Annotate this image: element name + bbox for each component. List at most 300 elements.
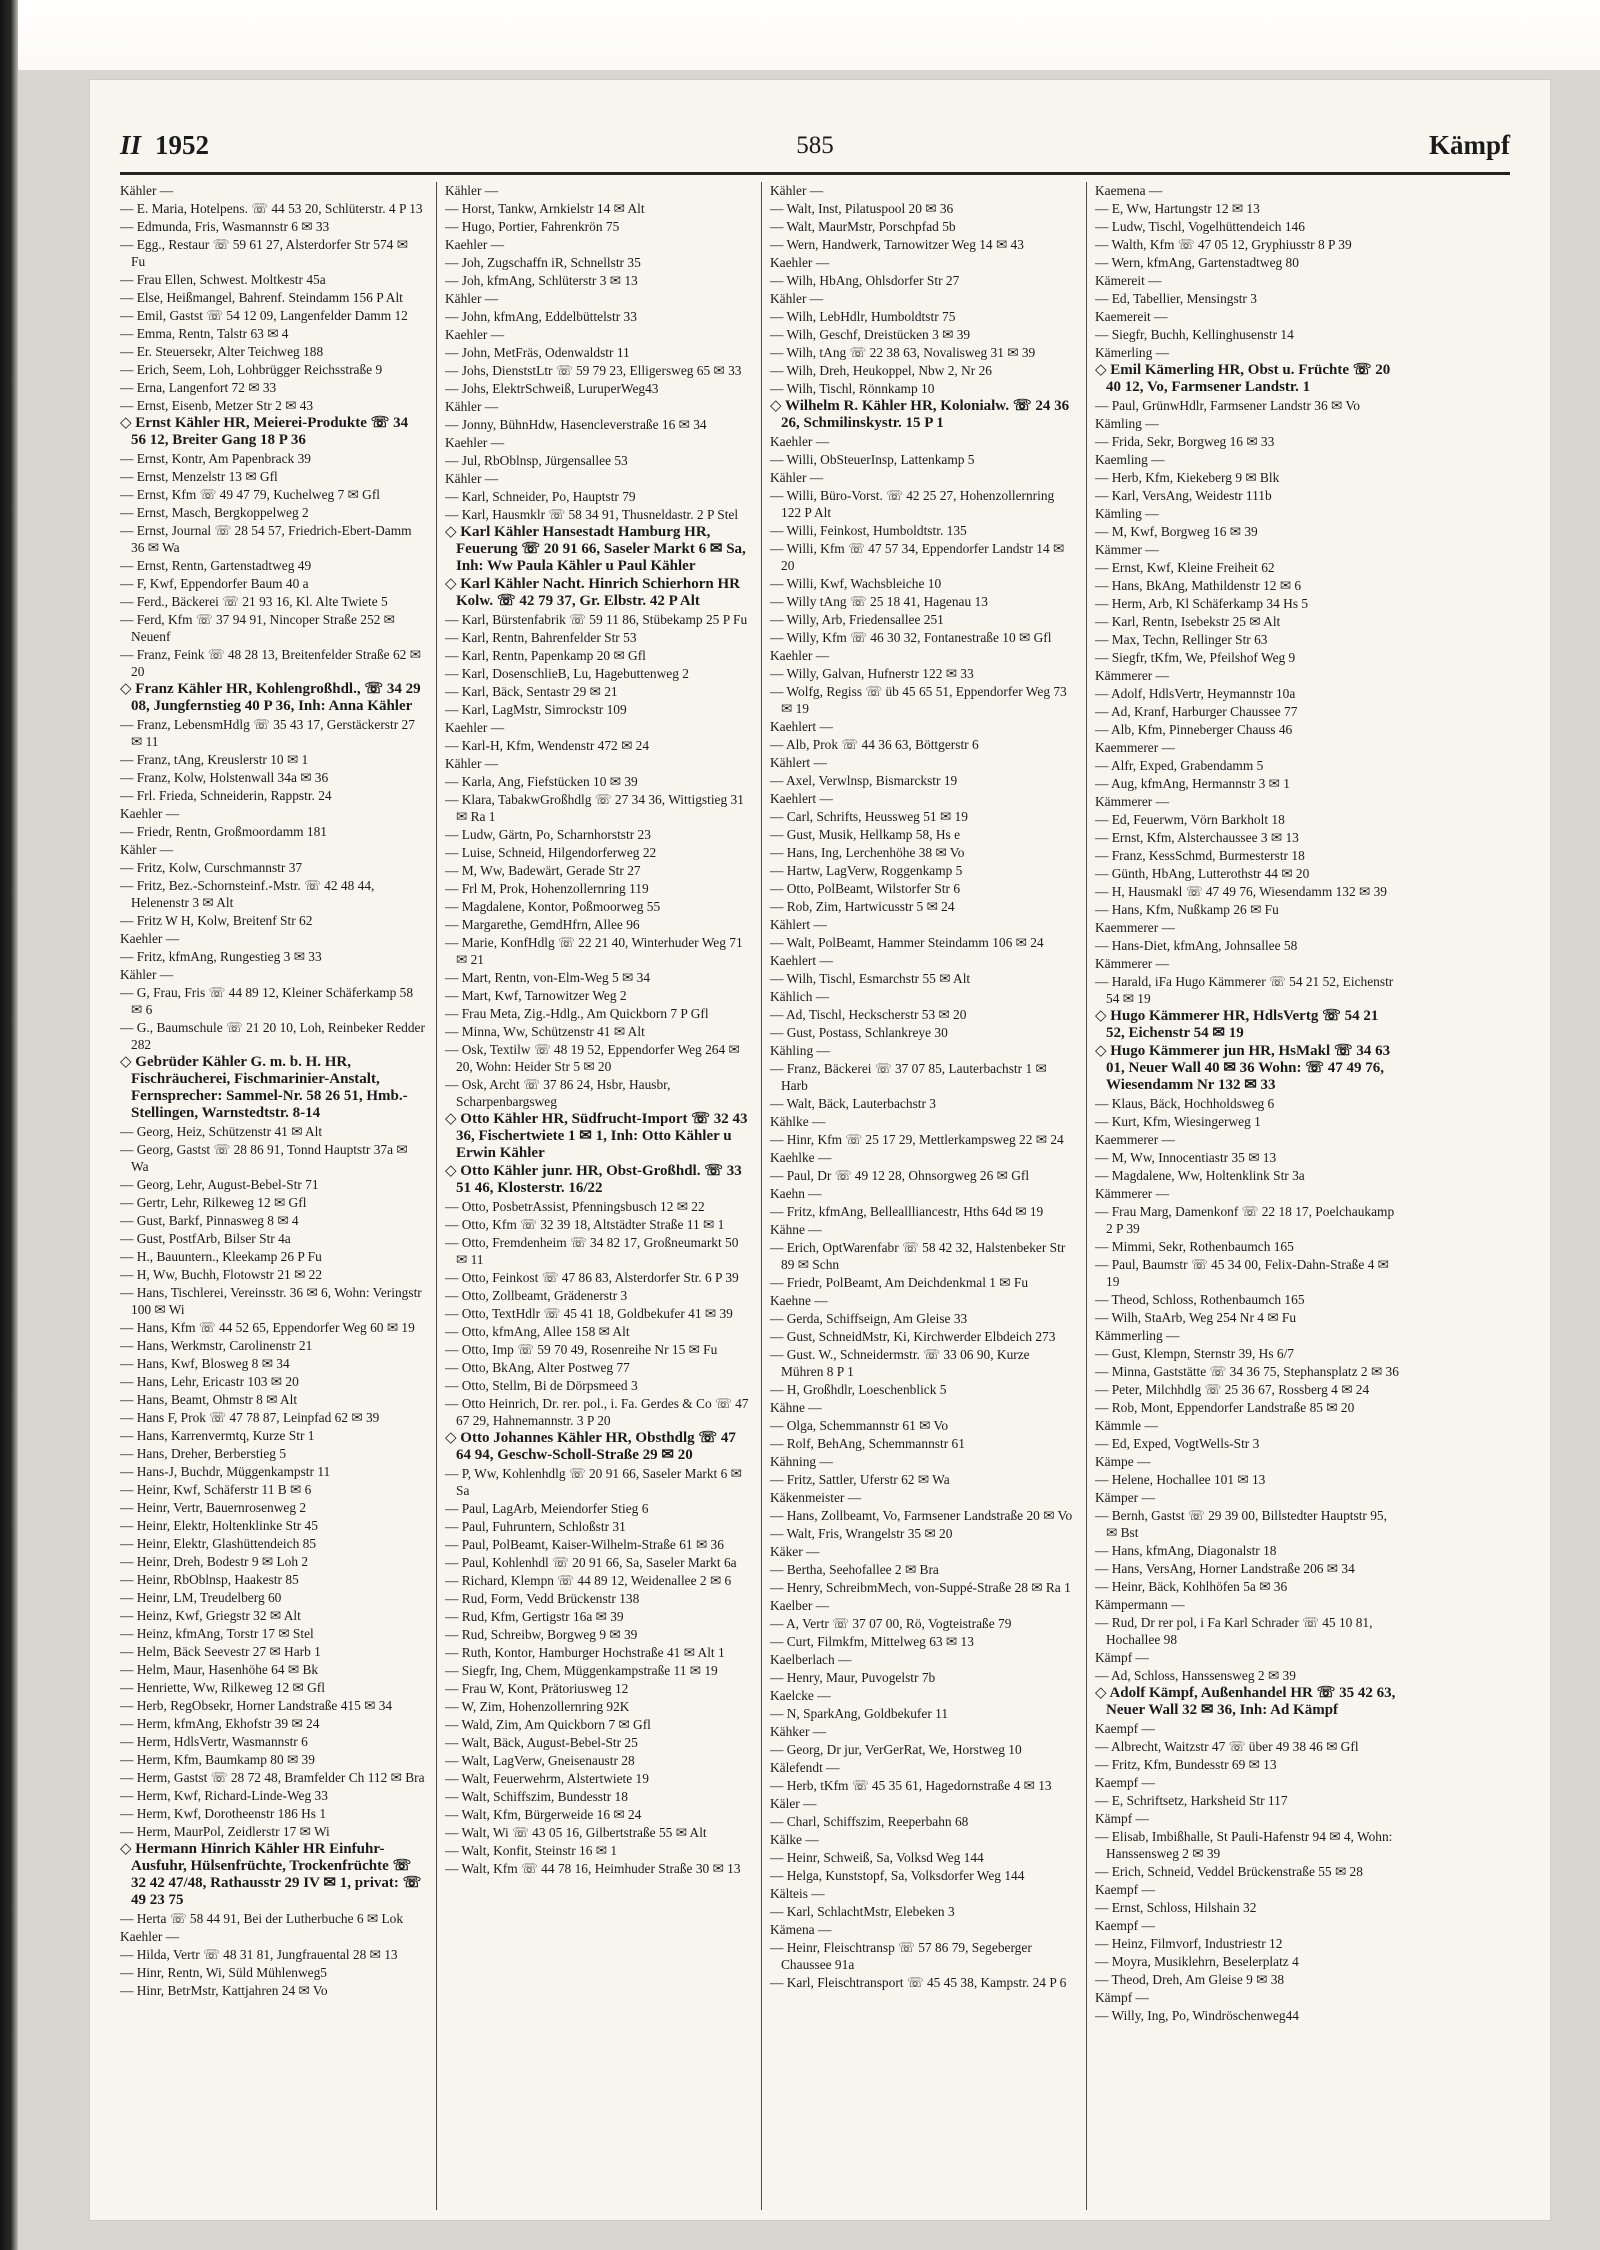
directory-entry: — Herm, Kwf, Richard-Linde-Weg 33: [120, 1788, 328, 1803]
directory-entry: — P, Ww, Kohlenhdlg ☏ 20 91 66, Saseler Markt 6 ✉ Sa: [445, 1466, 742, 1498]
directory-entry: — Heinr, RbOblnsp, Haakestr 85: [120, 1572, 299, 1587]
directory-entry: — Frau Meta, Zig.-Hdlg., Am Quickborn 7 P Gfl: [445, 1006, 709, 1021]
directory-entry: — Gerda, Schiffseign, Am Gleise 33: [770, 1311, 968, 1326]
directory-entry: — Hans, Kwf, Blosweg 8 ✉ 34: [120, 1356, 290, 1371]
directory-entry: — Hans, BkAng, Mathildenstr 12 ✉ 6: [1095, 578, 1302, 593]
directory-entry: — Hans, Kfm ☏ 44 52 65, Eppendorfer Weg 60 ✉ 19: [120, 1320, 415, 1335]
surname-heading: Kaehler —: [770, 434, 830, 449]
column-divider: [436, 182, 437, 2210]
surname-heading: Kälefendt —: [770, 1760, 840, 1775]
directory-entry: — Ernst, Eisenb, Metzer Str 2 ✉ 43: [120, 398, 314, 413]
directory-entry: — Johs, ElektrSchweiß, LuruperWeg43: [445, 381, 659, 396]
directory-entry: — Otto, kfmAng, Allee 158 ✉ Alt: [445, 1324, 630, 1339]
directory-entry: — Walt, Schiffszim, Bundesstr 18: [445, 1789, 628, 1804]
directory-entry: — Willi, Büro-Vorst. ☏ 42 25 27, Hohenzollernring 122 P Alt: [770, 488, 1055, 520]
directory-entry: — Friedr, PolBeamt, Am Deichdenkmal 1 ✉ Fu: [770, 1275, 1029, 1290]
directory-entry: — Georg, Dr jur, VerGerRat, We, Horstweg 10: [770, 1742, 1022, 1757]
surname-heading: Kähne —: [770, 1400, 822, 1415]
directory-entry: — Richard, Klempn ☏ 44 89 12, Weidenallee 2 ✉ 6: [445, 1573, 732, 1588]
surname-heading: Kaehler —: [445, 237, 505, 252]
directory-entry: — Wilh, Geschf, Dreistücken 3 ✉ 39: [770, 327, 971, 342]
surname-heading: Kämmerling —: [1095, 1328, 1180, 1343]
directory-entry: — Otto, BkAng, Alter Postweg 77: [445, 1360, 630, 1375]
directory-entry: — Gust. W., Schneidermstr. ☏ 33 06 90, Kurze Mühren 8 P 1: [770, 1347, 1030, 1379]
directory-entry: — Walt, Bäck, August-Bebel-Str 25: [445, 1735, 638, 1750]
directory-entry: ◇ Hermann Hinrich Kähler HR Einfuhr-Ausfuhr, Hülsenfrüchte, Trockenfrüchte ☏ 32 42 47/48, Rathausstr 29 IV ✉ 1, privat: ☏ 49 23 75: [120, 1841, 422, 1908]
directory-entry: — Rolf, BehAng, Schemmannstr 61: [770, 1436, 965, 1451]
surname-heading: Käkenmeister —: [770, 1490, 862, 1505]
header-rule: [120, 172, 1510, 175]
directory-entry: — Rud, Form, Vedd Brückenstr 138: [445, 1591, 640, 1606]
directory-entry: — Elisab, Imbißhalle, St Pauli-Hafenstr 94 ✉ 4, Wohn: Hanssensweg 2 ✉ 39: [1095, 1829, 1393, 1861]
directory-entry: — Henry, SchreibmMech, von-Suppé-Straße 28 ✉ Ra 1: [770, 1580, 1071, 1595]
directory-entry: — Otto, PolBeamt, Wilstorfer Str 6: [770, 881, 961, 896]
surname-heading: Kämper —: [1095, 1490, 1155, 1505]
surname-heading: Kaehlert —: [770, 953, 833, 968]
directory-entry: — Wilh, Tischl, Rönnkamp 10: [770, 381, 935, 396]
directory-entry: — Hans, Ing, Lerchenhöhe 38 ✉ Vo: [770, 845, 965, 860]
directory-entry: — Hans, Kfm, Nußkamp 26 ✉ Fu: [1095, 902, 1279, 917]
surname-heading: Kähler —: [770, 183, 824, 198]
directory-entry: — Hans-Diet, kfmAng, Johnsallee 58: [1095, 938, 1298, 953]
directory-entry: — Else, Heißmangel, Bahrenf. Steindamm 156 P Alt: [120, 290, 403, 305]
directory-entry: — Fritz W H, Kolw, Breitenf Str 62: [120, 913, 313, 928]
directory-entry: — Walt, MaurMstr, Porschpfad 5b: [770, 219, 956, 234]
directory-entry: — Hans F, Prok ☏ 47 78 87, Leinpfad 62 ✉ 39: [120, 1410, 380, 1425]
surname-heading: Kaehlke —: [770, 1150, 832, 1165]
column-divider: [761, 182, 762, 2210]
directory-entry: — Fritz, kfmAng, Belleallliancestr, Hths 64d ✉ 19: [770, 1204, 1044, 1219]
directory-entry: — Helene, Hochallee 101 ✉ 13: [1095, 1472, 1266, 1487]
surname-heading: Käker —: [770, 1544, 820, 1559]
directory-entry: — Gust, SchneidMstr, Ki, Kirchwerder Elbdeich 273: [770, 1329, 1056, 1344]
surname-heading: Kaempf —: [1095, 1882, 1155, 1897]
surname-heading: Kämmerer —: [1095, 794, 1169, 809]
directory-entry: — Olga, Schemmannstr 61 ✉ Vo: [770, 1418, 949, 1433]
surname-heading: Käler —: [770, 1796, 817, 1811]
directory-entry: — Otto, Stellm, Bi de Dörpsmeed 3: [445, 1378, 638, 1393]
directory-entry: — Heinr, Schweiß, Sa, Volksd Weg 144: [770, 1850, 984, 1865]
directory-entry: — Hans-J, Buchdr, Müggenkampstr 11: [120, 1464, 331, 1479]
directory-entry: — Wilh, Dreh, Heukoppel, Nbw 2, Nr 26: [770, 363, 992, 378]
directory-entry: — John, MetFräs, Odenwaldstr 11: [445, 345, 630, 360]
surname-heading: Kaemmerer —: [1095, 920, 1175, 935]
surname-heading: Kähler —: [120, 842, 174, 857]
surname-heading: Kämmle —: [1095, 1418, 1158, 1433]
surname-heading: Kämmerer —: [1095, 1186, 1169, 1201]
directory-entry: — Karl, Schneider, Po, Hauptstr 79: [445, 489, 636, 504]
directory-entry: — Bertha, Seehofallee 2 ✉ Bra: [770, 1562, 939, 1577]
directory-entry: — Ad, Tischl, Heckscherstr 53 ✉ 20: [770, 1007, 967, 1022]
directory-entry: — Heinr, LM, Treudelberg 60: [120, 1590, 282, 1605]
directory-entry: — Mart, Rentn, von-Elm-Weg 5 ✉ 34: [445, 970, 651, 985]
surname-heading: Kähler —: [445, 756, 499, 771]
directory-entry: ◇ Adolf Kämpf, Außenhandel HR ☏ 35 42 63, Neuer Wall 32 ✉ 36, Inh: Ad Kämpf: [1095, 1685, 1396, 1718]
directory-entry: — Axel, Verwlnsp, Bismarckstr 19: [770, 773, 958, 788]
directory-entry: — Otto, TextHdlr ☏ 45 41 18, Goldbekufer 41 ✉ 39: [445, 1306, 733, 1321]
directory-entry: — Karl, VersAng, Weidestr 111b: [1095, 488, 1272, 503]
directory-entry: — Fritz, Sattler, Uferstr 62 ✉ Wa: [770, 1472, 950, 1487]
surname-heading: Kähler —: [770, 291, 824, 306]
directory-entry: — Walt, Inst, Pilatuspool 20 ✉ 36: [770, 201, 954, 216]
directory-entry: — Günth, HbAng, Lutterothstr 44 ✉ 20: [1095, 866, 1310, 881]
directory-entry: — Joh, kfmAng, Schlüterstr 3 ✉ 13: [445, 273, 638, 288]
directory-entry: — Carl, Schrifts, Heussweg 51 ✉ 19: [770, 809, 968, 824]
surname-heading: Kaehler —: [770, 255, 830, 270]
directory-entry: — Frl. Frieda, Schneiderin, Rappstr. 24: [120, 788, 332, 803]
directory-entry: — Erich, Schneid, Veddel Brückenstraße 55 ✉ 28: [1095, 1864, 1363, 1879]
directory-entry: — Hans, Beamt, Ohmstr 8 ✉ Alt: [120, 1392, 298, 1407]
directory-entry: — Rud, Kfm, Gertigstr 16a ✉ 39: [445, 1609, 624, 1624]
directory-entry: — Moyra, Musiklehrn, Beselerplatz 4: [1095, 1954, 1299, 1969]
directory-entry: — Osk, Textilw ☏ 48 19 52, Eppendorfer Weg 264 ✉ 20, Wohn: Heider Str 5 ✉ 20: [445, 1042, 740, 1074]
directory-entry: — Ad, Schloss, Hanssensweg 2 ✉ 39: [1095, 1668, 1296, 1683]
directory-entry: — Herm, Arb, Kl Schäferkamp 34 Hs 5: [1095, 596, 1309, 611]
surname-heading: Kählke —: [770, 1114, 826, 1129]
scan-border-top: [0, 0, 1600, 70]
directory-entry: — Ernst, Kwf, Kleine Freiheit 62: [1095, 560, 1275, 575]
surname-heading: Kälke —: [770, 1832, 819, 1847]
directory-entry: ◇ Otto Kähler HR, Südfrucht-Import ☏ 32 43 36, Fischertwiete 1 ✉ 1, Inh: Otto Kähler u Erwin Kähler: [445, 1111, 748, 1161]
directory-entry: — Herm, Kfm, Baumkamp 80 ✉ 39: [120, 1752, 315, 1767]
directory-entry: — Ernst, Schloss, Hilshain 32: [1095, 1900, 1257, 1915]
directory-entry: — Hans, Lehr, Ericastr 103 ✉ 20: [120, 1374, 299, 1389]
directory-entry: — Ed, Exped, VogtWells-Str 3: [1095, 1436, 1260, 1451]
listing-column-1: [120, 182, 425, 2200]
directory-entry: — Fritz, Bez.-Schornsteinf.-Mstr. ☏ 42 48 44, Helenenstr 3 ✉ Alt: [120, 878, 375, 910]
directory-entry: — Heinr, Bäck, Kohlhöfen 5a ✉ 36: [1095, 1579, 1288, 1594]
directory-entry: — Paul, Baumstr ☏ 45 34 00, Felix-Dahn-Straße 4 ✉ 19: [1095, 1257, 1389, 1289]
directory-entry: — Siegfr, tKfm, We, Pfeilshof Weg 9: [1095, 650, 1296, 665]
surname-heading: Kämpf —: [1095, 1811, 1149, 1826]
directory-entry: — H., Bauuntern., Kleekamp 26 P Fu: [120, 1249, 322, 1264]
directory-entry: — Herm, Kwf, Dorotheenstr 186 Hs 1: [120, 1806, 327, 1821]
directory-entry: — Willy, Ing, Po, Windröschenweg44: [1095, 2008, 1299, 2023]
directory-entry: ◇ Gebrüder Kähler G. m. b. H. HR, Fischräucherei, Fischmarinier-Anstalt, Fernsprecher: Sammel-Nr. 58 26 51, Hmb.-Stellingen, Warnstedtstr. 8-14: [120, 1054, 408, 1121]
directory-entry: — Ernst, Menzelstr 13 ✉ Gfl: [120, 469, 278, 484]
directory-entry: — Herm, HdlsVertr, Wasmannstr 6: [120, 1734, 308, 1749]
directory-entry: — Heinz, kfmAng, Torstr 17 ✉ Stel: [120, 1626, 314, 1641]
directory-entry: — Willy tAng ☏ 25 18 41, Hagenau 13: [770, 594, 988, 609]
year: 1952: [155, 130, 210, 160]
directory-entry: — N, SparkAng, Goldbekufer 11: [770, 1706, 949, 1721]
directory-entry: — Hinr, Kfm ☏ 25 17 29, Mettlerkampsweg 22 ✉ 24: [770, 1132, 1064, 1147]
directory-entry: — Hartw, LagVerw, Roggenkamp 5: [770, 863, 963, 878]
directory-entry: — Frau Ellen, Schwest. Moltkestr 45a: [120, 272, 326, 287]
directory-entry: — Karl, Bürstenfabrik ☏ 59 11 86, Stübekamp 25 P Fu: [445, 612, 748, 627]
directory-entry: — Er. Steuersekr, Alter Teichweg 188: [120, 344, 324, 359]
directory-entry: — Hans, Tischlerei, Vereinsstr. 36 ✉ 6, Wohn: Veringstr 100 ✉ Wi: [120, 1285, 422, 1317]
directory-entry: — Hans, Werkmstr, Carolinenstr 21: [120, 1338, 313, 1353]
directory-entry: — Heinr, Vertr, Bauernrosenweg 2: [120, 1500, 307, 1515]
surname-heading: Kaehne —: [770, 1293, 828, 1308]
directory-entry: — Walt, Kfm ☏ 44 78 16, Heimhuder Straße 30 ✉ 13: [445, 1861, 741, 1876]
directory-entry: — Charl, Schiffszim, Reeperbahn 68: [770, 1814, 969, 1829]
directory-entry: — Erich, Seem, Loh, Lohbrügger Reichsstraße 9: [120, 362, 383, 377]
surname-heading: Kaehler —: [120, 931, 180, 946]
directory-entry: — Edmunda, Fris, Wasmannstr 6 ✉ 33: [120, 219, 330, 234]
directory-entry: — Karl, Rentn, Papenkamp 20 ✉ Gfl: [445, 648, 646, 663]
surname-heading: Kähler —: [445, 291, 499, 306]
directory-entry: — Ruth, Kontor, Hamburger Hochstraße 41 ✉ Alt 1: [445, 1645, 725, 1660]
directory-entry: — Peter, Milchhdlg ☏ 25 36 67, Rossberg 4 ✉ 24: [1095, 1382, 1370, 1397]
directory-entry: — Hinr, Rentn, Wi, Süld Mühlenweg5: [120, 1965, 327, 1980]
directory-entry: — Wilh, tAng ☏ 22 38 63, Novalisweg 31 ✉ 39: [770, 345, 1036, 360]
directory-entry: — Ferd., Bäckerei ☏ 21 93 16, Kl. Alte Twiete 5: [120, 594, 388, 609]
directory-entry: — Wald, Zim, Am Quickborn 7 ✉ Gfl: [445, 1717, 651, 1732]
directory-entry: — Frau W, Kont, Prätoriusweg 12: [445, 1681, 629, 1696]
scan-border-left: [0, 0, 18, 2250]
directory-entry: — Heinr, Elektr, Glashüttendeich 85: [120, 1536, 317, 1551]
directory-entry: — Walt, Fris, Wrangelstr 35 ✉ 20: [770, 1526, 953, 1541]
directory-entry: — Georg, Gastst ☏ 28 86 91, Tonnd Hauptstr 37a ✉ Wa: [120, 1142, 408, 1174]
directory-entry: — Otto, Feinkost ☏ 47 86 83, Alsterdorfer Str. 6 P 39: [445, 1270, 739, 1285]
directory-entry: — Georg, Lehr, August-Bebel-Str 71: [120, 1177, 319, 1192]
directory-entry: — Karl, LagMstr, Simrockstr 109: [445, 702, 627, 717]
directory-entry: — Henriette, Ww, Rilkeweg 12 ✉ Gfl: [120, 1680, 325, 1695]
directory-entry: — Herm, Gastst ☏ 28 72 48, Bramfelder Ch 112 ✉ Bra: [120, 1770, 425, 1785]
directory-entry: — Wilh, HbAng, Ohlsdorfer Str 27: [770, 273, 960, 288]
surname-heading: Kaehlert —: [770, 719, 833, 734]
surname-heading: Kähler —: [120, 183, 174, 198]
directory-entry: — Mart, Kwf, Tarnowitzer Weg 2: [445, 988, 627, 1003]
directory-entry: — Hinr, BetrMstr, Kattjahren 24 ✉ Vo: [120, 1983, 328, 1998]
directory-entry: — Herb, RegObsekr, Horner Landstraße 415 ✉ 34: [120, 1698, 393, 1713]
surname-heading: Kählert —: [770, 917, 827, 932]
directory-entry: — Wilh, StaArb, Weg 254 Nr 4 ✉ Fu: [1095, 1310, 1297, 1325]
directory-entry: — Frl M, Prok, Hohenzollernring 119: [445, 881, 649, 896]
surname-heading: Kaelberlach —: [770, 1652, 852, 1667]
directory-entry: — Hugo, Portier, Fahrenkrön 75: [445, 219, 620, 234]
surname-heading: Kähler —: [445, 183, 499, 198]
surname-heading: Kaehn —: [770, 1186, 822, 1201]
directory-entry: — G., Baumschule ☏ 21 20 10, Loh, Reinbeker Redder 282: [120, 1020, 425, 1052]
directory-entry: — Hilda, Vertr ☏ 48 31 81, Jungfrauental 28 ✉ 13: [120, 1947, 398, 1962]
directory-entry: — Frida, Sekr, Borgweg 16 ✉ 33: [1095, 434, 1275, 449]
directory-entry: — Helm, Maur, Hasenhöhe 64 ✉ Bk: [120, 1662, 319, 1677]
directory-entry: — Karl, Rentn, Isebekstr 25 ✉ Alt: [1095, 614, 1281, 629]
directory-entry: ◇ Otto Kähler junr. HR, Obst-Großhdl. ☏ 33 51 46, Klosterstr. 16/22: [445, 1163, 742, 1196]
directory-entry: — Johs, DienststLtr ☏ 59 79 23, Elligersweg 65 ✉ 33: [445, 363, 742, 378]
listing-column-4: [1095, 182, 1400, 2200]
directory-entry: — Wolfg, Regiss ☏ üb 45 65 51, Eppendorfer Weg 73 ✉ 19: [770, 684, 1067, 716]
directory-entry: — Paul, Dr ☏ 49 12 28, Ohnsorgweg 26 ✉ Gfl: [770, 1168, 1030, 1183]
listing-column-2: [445, 182, 750, 2200]
directory-entry: — Rob, Mont, Eppendorfer Landstraße 85 ✉ 20: [1095, 1400, 1355, 1415]
directory-entry: — Marie, KonfHdlg ☏ 22 21 40, Winterhuder Weg 71 ✉ 21: [445, 935, 743, 967]
directory-entry: — Herta ☏ 58 44 91, Bei der Lutherbuche 6 ✉ Lok: [120, 1911, 404, 1926]
surname-heading: Kählert —: [770, 755, 827, 770]
directory-entry: — Siegfr, Buchh, Kellinghusenstr 14: [1095, 327, 1294, 342]
directory-entry: ◇ Hugo Kämmerer jun HR, HsMakl ☏ 34 63 01, Neuer Wall 40 ✉ 36 Wohn: ☏ 47 49 76, Wiesendamm Nr 132 ✉ 33: [1095, 1043, 1391, 1093]
directory-entry: — Walth, Kfm ☏ 47 05 12, Gryphiusstr 8 P 39: [1095, 237, 1352, 252]
directory-entry: — Ferd, Kfm ☏ 37 94 91, Nincoper Straße 252 ✉ Neuenf: [120, 612, 395, 644]
surname-heading: Kähning —: [770, 1454, 833, 1469]
directory-entry: — Joh, Zugschaffn iR, Schnellstr 35: [445, 255, 641, 270]
directory-entry: — Wilh, Tischl, Esmarchstr 55 ✉ Alt: [770, 971, 971, 986]
surname-heading: Kaehler —: [120, 1929, 180, 1944]
directory-entry: — Harald, iFa Hugo Kämmerer ☏ 54 21 52, Eichenstr 54 ✉ 19: [1095, 974, 1394, 1006]
directory-entry: — Georg, Heiz, Schützenstr 41 ✉ Alt: [120, 1124, 323, 1139]
directory-entry: — Ernst, Kfm, Alsterchaussee 3 ✉ 13: [1095, 830, 1299, 845]
directory-entry: — Minna, Ww, Schützenstr 41 ✉ Alt: [445, 1024, 645, 1039]
surname-heading: Kälteis —: [770, 1886, 825, 1901]
directory-entry: — Walt, PolBeamt, Hammer Steindamm 106 ✉ 24: [770, 935, 1044, 950]
directory-entry: ◇ Hugo Kämmerer HR, HdlsVertg ☏ 54 21 52, Eichenstr 54 ✉ 19: [1095, 1008, 1379, 1041]
directory-entry: — Heinz, Filmvorf, Industriestr 12: [1095, 1936, 1283, 1951]
directory-entry: — M, Ww, Badewärt, Gerade Str 27: [445, 863, 641, 878]
surname-heading: Kämmerer —: [1095, 956, 1169, 971]
directory-entry: — Herm, MaurPol, Zeidlerstr 17 ✉ Wi: [120, 1824, 330, 1839]
directory-entry: — Otto Heinrich, Dr. rer. pol., i. Fa. Gerdes & Co ☏ 47 67 29, Hahnemannstr. 3 P 20: [445, 1396, 749, 1428]
directory-entry: — F, Kwf, Eppendorfer Baum 40 a: [120, 576, 309, 591]
directory-entry: — Hans, Karrenvermtq, Kurze Str 1: [120, 1428, 315, 1443]
directory-entry: — Bernh, Gastst ☏ 29 39 00, Billstedter Hauptstr 95, ✉ Bst: [1095, 1508, 1387, 1540]
directory-entry: — Karla, Ang, Fiefstücken 10 ✉ 39: [445, 774, 638, 789]
directory-entry: — Alb, Kfm, Pinneberger Chauss 46: [1095, 722, 1293, 737]
listing-columns: [120, 182, 1510, 2220]
directory-entry: — Willi, Feinkost, Humboldtstr. 135: [770, 523, 967, 538]
surname-heading: Kähler —: [770, 470, 824, 485]
directory-entry: — Helm, Bäck Seevestr 27 ✉ Harb 1: [120, 1644, 321, 1659]
surname-heading: Kämpermann —: [1095, 1597, 1185, 1612]
directory-entry: — Heinr, Fleischtransp ☏ 57 86 79, Segeberger Chaussee 91a: [770, 1940, 1032, 1972]
surname-heading: Kaehler —: [120, 806, 180, 821]
directory-entry: ◇ Karl Kähler Hansestadt Hamburg HR, Feuerung ☏ 20 91 66, Saseler Markt 6 ✉ Sa, Inh: Ww Paula Kähler u Paul Kähler: [445, 524, 746, 574]
directory-entry: — Jonny, BühnHdw, Hasencleverstraße 16 ✉ 34: [445, 417, 707, 432]
directory-entry: — Mimmi, Sekr, Rothenbaumch 165: [1095, 1239, 1294, 1254]
directory-entry: — Friedr, Rentn, Großmoordamm 181: [120, 824, 327, 839]
directory-entry: — H, Hausmakl ☏ 47 49 76, Wiesendamm 132 ✉ 39: [1095, 884, 1387, 899]
directory-entry: — Willi, Kwf, Wachsbleiche 10: [770, 576, 942, 591]
directory-entry: — Paul, LagArb, Meiendorfer Stieg 6: [445, 1501, 649, 1516]
surname-heading: Kaempf —: [1095, 1918, 1155, 1933]
directory-entry: — Fritz, Kfm, Bundesstr 69 ✉ 13: [1095, 1757, 1277, 1772]
directory-entry: — H, Ww, Buchh, Flotowstr 21 ✉ 22: [120, 1267, 323, 1282]
directory-entry: — E, Ww, Hartungstr 12 ✉ 13: [1095, 201, 1260, 216]
directory-entry: — Siegfr, Ing, Chem, Müggenkampstraße 11 ✉ 19: [445, 1663, 718, 1678]
directory-entry: — Theod, Schloss, Rothenbaumch 165: [1095, 1292, 1305, 1307]
directory-entry: — Aug, kfmAng, Hermannstr 3 ✉ 1: [1095, 776, 1290, 791]
directory-entry: — Heinr, Kwf, Schäferstr 11 B ✉ 6: [120, 1482, 312, 1497]
directory-entry: — Wilh, LebHdlr, Humboldtstr 75: [770, 309, 956, 324]
surname-heading: Kaehler —: [445, 435, 505, 450]
surname-heading: Kähker —: [770, 1724, 827, 1739]
directory-entry: — Heinr, Dreh, Bodestr 9 ✉ Loh 2: [120, 1554, 309, 1569]
directory-entry: — Albrecht, Waitzstr 47 ☏ über 49 38 46 ✉ Gfl: [1095, 1739, 1359, 1754]
directory-entry: — Willi, Kfm ☏ 47 57 34, Eppendorfer Landstr 14 ✉ 20: [770, 541, 1065, 573]
surname-heading: Kämerling —: [1095, 345, 1170, 360]
surname-heading: Kaemmerer —: [1095, 740, 1175, 755]
surname-heading: Kämpf —: [1095, 1650, 1149, 1665]
directory-entry: — Erna, Langenfort 72 ✉ 33: [120, 380, 277, 395]
directory-entry: — Ernst, Journal ☏ 28 54 57, Friedrich-Ebert-Damm 36 ✉ Wa: [120, 523, 412, 555]
directory-entry: — Kurt, Kfm, Wiesingerweg 1: [1095, 1114, 1261, 1129]
directory-entry: — Walt, Wi ☏ 43 05 16, Gilbertstraße 55 ✉ Alt: [445, 1825, 707, 1840]
surname-heading: Kaehler —: [770, 648, 830, 663]
directory-entry: — Karl, Fleischtransport ☏ 45 45 38, Kampstr. 24 P 6: [770, 1975, 1067, 1990]
directory-entry: — Klaus, Bäck, Hochholdsweg 6: [1095, 1096, 1275, 1111]
directory-entry: — Gertr, Lehr, Rilkeweg 12 ✉ Gfl: [120, 1195, 307, 1210]
directory-entry: — Hans, VersAng, Horner Landstraße 206 ✉ 34: [1095, 1561, 1355, 1576]
page-header: [120, 130, 1510, 174]
directory-entry: — Max, Techn, Rellinger Str 63: [1095, 632, 1268, 647]
directory-entry: — Hans, Dreher, Berberstieg 5: [120, 1446, 287, 1461]
directory-entry: — Hans, Zollbeamt, Vo, Farmsener Landstraße 20 ✉ Vo: [770, 1508, 1073, 1523]
directory-entry: — Erich, OptWarenfabr ☏ 58 42 32, Halstenbeker Str 89 ✉ Schn: [770, 1240, 1066, 1272]
surname-heading: Kaelber —: [770, 1598, 830, 1613]
surname-heading: Kaemereit —: [1095, 309, 1168, 324]
directory-entry: — Walt, LagVerw, Gneisenaustr 28: [445, 1753, 635, 1768]
directory-entry: — Magdalene, Kontor, Poßmoorweg 55: [445, 899, 661, 914]
directory-entry: — Henry, Maur, Puvogelstr 7b: [770, 1670, 936, 1685]
surname-heading: Kämpf —: [1095, 1990, 1149, 2005]
directory-entry: — Gust, PostfArb, Bilser Str 4a: [120, 1231, 291, 1246]
listing-column-3: [770, 182, 1075, 2200]
directory-entry: — Curt, Filmkfm, Mittelweg 63 ✉ 13: [770, 1634, 974, 1649]
directory-entry: — Franz, Feink ☏ 48 28 13, Breitenfelder Straße 62 ✉ 20: [120, 647, 421, 679]
directory-entry: — Gust, Musik, Hellkamp 58, Hs e: [770, 827, 961, 842]
running-head: Kämpf: [1429, 130, 1510, 160]
surname-heading: Kähler —: [445, 471, 499, 486]
directory-entry: — Ernst, Kontr, Am Papenbrack 39: [120, 451, 311, 466]
directory-entry: — Willi, ObSteuerInsp, Lattenkamp 5: [770, 452, 975, 467]
directory-entry: — Helga, Kunststopf, Sa, Volksdorfer Weg 144: [770, 1868, 1025, 1883]
directory-entry: — G, Frau, Fris ☏ 44 89 12, Kleiner Schäferkamp 58 ✉ 6: [120, 985, 414, 1017]
directory-entry: ◇ Emil Kämerling HR, Obst u. Früchte ☏ 20 40 12, Vo, Farmsener Landstr. 1: [1095, 362, 1391, 395]
section-numeral: II: [120, 130, 142, 160]
surname-heading: Kaemmerer —: [1095, 1132, 1175, 1147]
directory-entry: — Theod, Dreh, Am Gleise 9 ✉ 38: [1095, 1972, 1285, 1987]
directory-entry: ◇ Franz Kähler HR, Kohlengroßhdl., ☏ 34 29 08, Jungfernstieg 40 P 36, Inh: Anna Kähler: [120, 681, 421, 714]
directory-entry: — Horst, Tankw, Arnkielstr 14 ✉ Alt: [445, 201, 645, 216]
directory-entry: — Alb, Prok ☏ 44 36 63, Böttgerstr 6: [770, 737, 979, 752]
directory-entry: — Wern, kfmAng, Gartenstadtweg 80: [1095, 255, 1299, 270]
surname-heading: Kähler —: [445, 399, 499, 414]
directory-entry: — Otto, Kfm ☏ 32 39 18, Altstädter Straße 11 ✉ 1: [445, 1217, 725, 1232]
directory-entry: — Magdalene, Ww, Holtenklink Str 3a: [1095, 1168, 1305, 1183]
directory-entry: — Paul, GrünwHdlr, Farmsener Landstr 36 ✉ Vo: [1095, 398, 1360, 413]
directory-entry: ◇ Wilhelm R. Kähler HR, Kolonialw. ☏ 24 36 26, Schmilinskystr. 15 P 1: [770, 398, 1070, 431]
directory-entry: — E. Maria, Hotelpens. ☏ 44 53 20, Schlüterstr. 4 P 13: [120, 201, 423, 216]
directory-entry: — Gust, Klempn, Sternstr 39, Hs 6/7: [1095, 1346, 1294, 1361]
surname-heading: Kaempf —: [1095, 1775, 1155, 1790]
directory-entry: — Otto, Zollbeamt, Grädenerstr 3: [445, 1288, 628, 1303]
directory-entry: — Emma, Rentn, Talstr 63 ✉ 4: [120, 326, 289, 341]
directory-entry: — Margarethe, GemdHfrn, Allee 96: [445, 917, 640, 932]
directory-entry: — Osk, Archt ☏ 37 86 24, Hsbr, Hausbr, Scharpenbargsweg: [445, 1077, 671, 1109]
surname-heading: Kämena —: [770, 1922, 832, 1937]
surname-heading: Kämmer —: [1095, 542, 1159, 557]
directory-entry: — Karl-H, Kfm, Wendenstr 472 ✉ 24: [445, 738, 650, 753]
directory-entry: — Minna, Gaststätte ☏ 34 36 75, Stephansplatz 2 ✉ 36: [1095, 1364, 1399, 1379]
directory-entry: — Heinr, Elektr, Holtenklinke Str 45: [120, 1518, 318, 1533]
directory-entry: — John, kfmAng, Eddelbüttelstr 33: [445, 309, 637, 324]
surname-heading: Kämling —: [1095, 506, 1159, 521]
directory-entry: — Ludw, Gärtn, Po, Scharnhorststr 23: [445, 827, 651, 842]
surname-heading: Kählich —: [770, 989, 830, 1004]
directory-entry: — Franz, LebensmHdlg ☏ 35 43 17, Gerstäckerstr 27 ✉ 11: [120, 717, 415, 749]
directory-entry: — A, Vertr ☏ 37 07 00, Rö, Vogteistraße 79: [770, 1616, 1012, 1631]
surname-heading: Kaehler —: [445, 327, 505, 342]
directory-page: [90, 80, 1550, 2220]
surname-heading: Kaemena —: [1095, 183, 1163, 198]
directory-entry: — Egg., Restaur ☏ 59 61 27, Alsterdorfer Str 574 ✉ Fu: [120, 237, 408, 269]
directory-entry: — Willy, Kfm ☏ 46 30 32, Fontanestraße 10 ✉ Gfl: [770, 630, 1052, 645]
directory-entry: — Gust, Postass, Schlankreye 30: [770, 1025, 948, 1040]
directory-entry: ◇ Ernst Kähler HR, Meierei-Produkte ☏ 34 56 12, Breiter Gang 18 P 36: [120, 415, 409, 448]
directory-entry: — Herb, tKfm ☏ 45 35 61, Hagedornstraße 4 ✉ 13: [770, 1778, 1052, 1793]
